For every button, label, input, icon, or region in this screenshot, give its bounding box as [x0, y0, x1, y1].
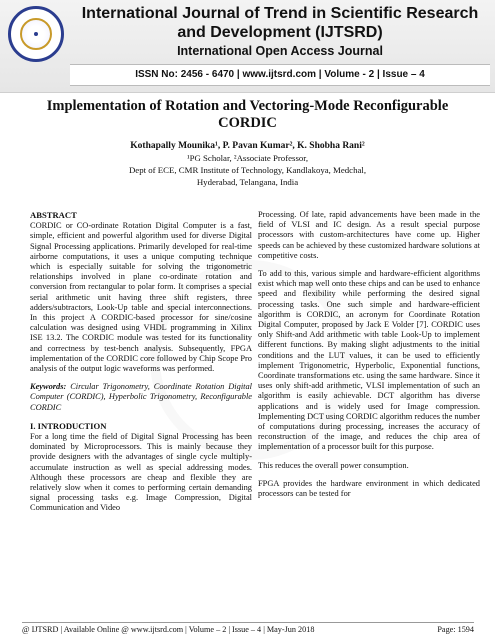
journal-subtitle: International Open Access Journal — [177, 44, 383, 58]
affiliation-line-2: Dept of ECE, CMR Institute of Technology, Kandlakoya, Medchal, — [128, 165, 367, 175]
footer-citation: @ IJTSRD | Available Online @ www.ijtsrd.com | Volume – 2 | Issue – 4 | May-Jun 2018 — [22, 625, 315, 634]
affiliation-line-3: Hyderabad, Telangana, India — [196, 177, 299, 187]
page-footer — [22, 622, 474, 634]
paper-authors: Kothapally Mounika¹, P. Pavan Kumar², K. Shobha Rani² — [130, 141, 365, 151]
keywords-label: Keywords: — [30, 382, 67, 392]
keywords-text: Circular Trigonometry, Coordinate Rotation Digital Computer (CORDIC), Hyperbolic Trigonometry, Reconfigurable CORDIC — [30, 382, 252, 412]
footer-page-number: Page: 1594 — [437, 625, 474, 634]
affiliation-line-1: ¹PG Scholar, ²Associate Professor, — [186, 153, 309, 163]
left-column — [30, 210, 252, 522]
right-para-4: FPGA provides the hardware environment in which dedicated processors can be tested for — [258, 478, 480, 499]
abstract-text: CORDIC or CO-ordinate Rotation Digital Computer is a fast, simple, efficient and powerful algorithm used for diverse Digital Signal Processing applications. Primarily developed for real-time airborne computations, it uses a unique computing technique which is especially suitable for solving the trigonometric relationships involved in plane co-ordinate rotation and conversion from rectangular to polar form. It comprises a special serial arithmetic unit having three shift registers, three adders/subtractors, Look-Up table and special interconnections. In this project A CORDIC-based processor for sine/cosine calculation was designed using VHDL programming in Xilinx ISE 13.2. The CORDIC module was tested for its functionality and correctness by test-bench analysis. Subsequently, FPGA implementation of the CORDIC core followed by Chip Scope Pro analysis of the output logic waveforms was performed. — [30, 221, 252, 374]
journal-logo-icon — [8, 6, 64, 62]
right-para-3: This reduces the overall power consumption. — [258, 460, 409, 470]
paper-title: Implementation of Rotation and Vectoring-Mode Reconfigurable CORDIC — [46, 98, 449, 131]
abstract-heading: ABSTRACT — [30, 210, 77, 220]
journal-banner — [0, 0, 495, 93]
right-para-1: Processing. Of late, rapid advancements have been made in the field of VLSI and IC design. As a result special purpose processors with custom-architectures have come up. Higher speeds can be achieved by these customized hardware solutions at competitive costs. — [258, 210, 480, 260]
introduction-heading: I. INTRODUCTION — [30, 420, 107, 431]
right-para-2: To add to this, various simple and hardware-efficient algorithms exist which map well onto these chips and can be used to enhance speed and flexibility while performing the desired signal processing tasks. One such simple and hardware-efficient algorithm is CORDIC, an acronym for Coordinate Rotation Digital Computer, proposed by Jack E Volder [7]. CORDIC uses only Shift-and Add arithmetic with table Look-Up to implement different functions. By making slight adjustments to the initial conditions and the LUT values, it can be used to efficiently implement Trigonometric, Hyperbolic, Exponential functions, Coordinate transformations etc. using the same hardware. Since it uses only shift-add arithmetic, VLSI implementation of such an algorithm is easily achievable. DCT algorithm has diverse applications and is widely used for Image compression. Implementing DCT using CORDIC algorithm reduces the number of computations during processing, increases the accuracy of reconstruction of the image, and reduces the chip area of implementation of a processor built for this purpose. — [258, 269, 480, 452]
issn-line: ISSN No: 2456 - 6470 | www.ijtsrd.com | Volume - 2 | Issue – 4 — [70, 64, 490, 86]
journal-title: International Journal of Trend in Scientific Research and Development (IJTSRD) — [81, 5, 479, 41]
keywords — [30, 382, 252, 413]
right-column — [258, 210, 480, 507]
introduction-text: For a long time the field of Digital Signal Processing has been dominated by Microprocessors. This is mainly because they provide designers with the advantages of single cycle multiply-accumulate instruction as well as special addressing modes. Although these processors are cheap and flexible they are relatively slow when it comes to performing certain demanding signal processing tasks e.g. Image Compression, Digital Communication and Video — [30, 432, 252, 513]
